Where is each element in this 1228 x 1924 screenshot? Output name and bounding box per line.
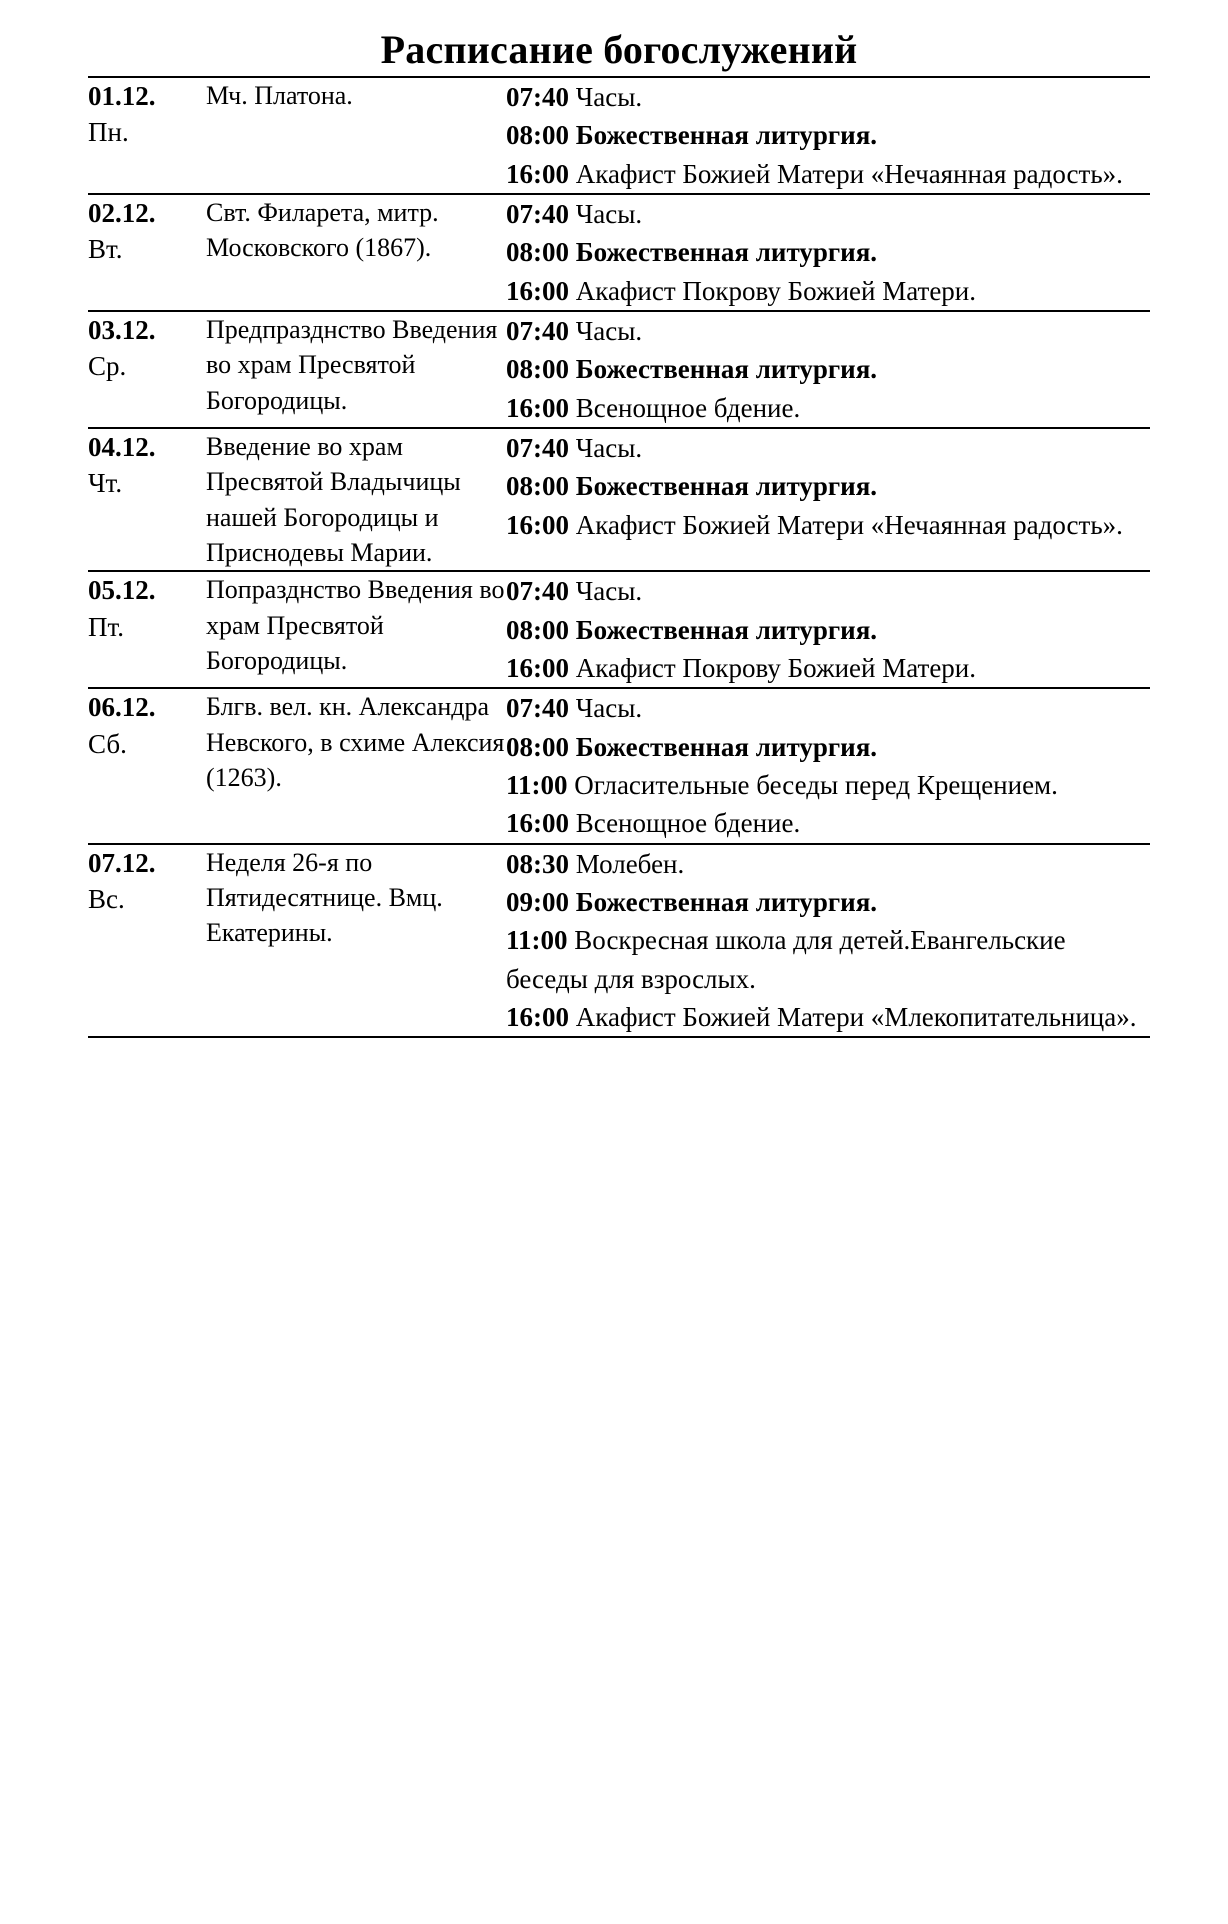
service-time: 11:00 [506, 925, 568, 956]
commemoration-cell [206, 194, 506, 311]
service-line [506, 155, 1150, 193]
service-line [506, 350, 1150, 388]
service-line [506, 845, 1150, 883]
date-cell [88, 311, 206, 428]
service-time: 08:00 [506, 237, 569, 268]
service-time: 09:00 [506, 887, 569, 918]
schedule-body [88, 77, 1150, 1037]
service-description: Часы. [575, 315, 643, 346]
service-description: Часы. [575, 693, 643, 724]
services-cell [506, 844, 1150, 1038]
table-row [88, 844, 1150, 1038]
service-schedule-table [88, 76, 1150, 1038]
services-cell [506, 194, 1150, 311]
service-description: Божественная литургия. [575, 471, 878, 502]
service-line [506, 429, 1150, 467]
service-time: 08:00 [506, 354, 569, 385]
date-cell [88, 571, 206, 688]
service-line [506, 389, 1150, 427]
service-time: 16:00 [506, 509, 569, 540]
commemoration-text: Свт. Филарета, митр. Московского (1867). [206, 197, 439, 263]
services-cell [506, 428, 1150, 571]
service-line [506, 728, 1150, 766]
commemoration-cell [206, 571, 506, 688]
service-description: Всенощное бдение. [575, 808, 801, 839]
weekday-value: Пт. [88, 611, 125, 642]
commemoration-cell [206, 311, 506, 428]
date-cell [88, 844, 206, 1038]
service-time: 07:40 [506, 432, 569, 463]
date-value: 07.12. [88, 847, 156, 878]
service-line [506, 804, 1150, 842]
commemoration-text: Предпразднство Введения во храм Пресвятой Богородицы. [206, 314, 498, 415]
service-time: 08:00 [506, 471, 569, 502]
service-line [506, 649, 1150, 687]
service-line [506, 506, 1150, 544]
service-time: 16:00 [506, 275, 569, 306]
table-row [88, 77, 1150, 194]
service-description: Божественная литургия. [575, 887, 878, 918]
weekday-value: Пн. [88, 117, 129, 148]
commemoration-cell [206, 428, 506, 571]
service-description: Акафист Божией Матери «Млекопитательница». [575, 1002, 1137, 1032]
service-line [506, 883, 1150, 921]
date-cell [88, 428, 206, 571]
service-line [506, 195, 1150, 233]
service-description: Огласительные беседы перед Крещением. [574, 770, 1058, 801]
service-line [506, 467, 1150, 505]
service-time: 07:40 [506, 315, 569, 346]
service-line [506, 116, 1150, 154]
service-description: Божественная литургия. [575, 614, 878, 645]
service-description: Воскресная школа для детей.Евангельские беседы для взрослых. [506, 925, 1066, 994]
service-description: Молебен. [575, 848, 685, 879]
service-time: 07:40 [506, 693, 569, 724]
services-cell [506, 311, 1150, 428]
service-time: 08:00 [506, 731, 569, 762]
table-row [88, 688, 1150, 843]
service-description: Божественная литургия. [575, 354, 878, 385]
date-value: 01.12. [88, 81, 156, 111]
service-line [506, 689, 1150, 727]
commemoration-text: Введение во храм Пресвятой Владычицы нашей Богородицы и Приснодевы Марии. [206, 431, 461, 568]
services-cell [506, 688, 1150, 843]
service-description: Всенощное бдение. [575, 392, 801, 423]
service-description: Часы. [575, 432, 643, 463]
date-cell [88, 77, 206, 194]
service-description: Акафист Покрову Божией Матери. [575, 275, 977, 306]
table-row [88, 571, 1150, 688]
service-time: 07:40 [506, 576, 569, 607]
date-value: 02.12. [88, 197, 156, 228]
weekday-value: Вс. [88, 883, 125, 914]
service-time: 11:00 [506, 770, 568, 801]
service-line [506, 921, 1150, 998]
date-value: 03.12. [88, 314, 156, 345]
service-description: Часы. [575, 198, 643, 229]
weekday-value: Сб. [88, 728, 127, 759]
service-line [506, 233, 1150, 271]
commemoration-text: Блгв. вел. кн. Александра Невского, в схиме Алексия (1263). [206, 692, 505, 793]
date-value: 05.12. [88, 575, 156, 606]
services-cell [506, 77, 1150, 194]
service-description: Часы. [575, 576, 643, 607]
service-line [506, 766, 1150, 804]
date-value: 06.12. [88, 692, 156, 723]
date-cell [88, 194, 206, 311]
weekday-value: Вт. [88, 234, 123, 265]
service-description: Акафист Божией Матери «Нечаянная радость». [575, 509, 1123, 540]
weekday-value: Ср. [88, 351, 127, 382]
service-line [506, 272, 1150, 310]
service-description: Божественная литургия. [575, 731, 878, 762]
service-time: 08:00 [506, 614, 569, 645]
service-time: 07:40 [506, 198, 569, 229]
service-time: 07:40 [506, 82, 569, 112]
service-time: 08:30 [506, 848, 569, 879]
commemoration-text: Мч. Платона. [206, 81, 353, 110]
commemoration-cell [206, 77, 506, 194]
service-line [506, 611, 1150, 649]
date-value: 04.12. [88, 431, 156, 462]
service-description: Божественная литургия. [575, 120, 878, 151]
service-description: Акафист Покрову Божией Матери. [575, 653, 977, 684]
service-description: Божественная литургия. [575, 237, 878, 268]
service-time: 16:00 [506, 1002, 569, 1032]
services-cell [506, 571, 1150, 688]
service-time: 16:00 [506, 653, 569, 684]
service-time: 16:00 [506, 392, 569, 423]
service-line [506, 572, 1150, 610]
service-time: 16:00 [506, 158, 569, 189]
service-description: Часы. [575, 82, 643, 112]
service-description: Акафист Божией Матери «Нечаянная радость». [575, 158, 1123, 189]
commemoration-cell [206, 844, 506, 1038]
page-title: Расписание богослужений [380, 27, 858, 72]
service-time: 16:00 [506, 808, 569, 839]
table-row [88, 311, 1150, 428]
commemoration-cell [206, 688, 506, 843]
schedule-sheet [88, 14, 1150, 1884]
table-row [88, 428, 1150, 571]
table-row [88, 194, 1150, 311]
service-line [506, 312, 1150, 350]
date-cell [88, 688, 206, 843]
service-line [506, 78, 1150, 116]
commemoration-text: Неделя 26-я по Пятидесятнице. Вмц. Екатерины. [206, 847, 443, 948]
service-line [506, 998, 1150, 1036]
commemoration-text: Попразднство Введения во храм Пресвятой Богородицы. [206, 575, 505, 676]
weekday-value: Чт. [88, 468, 123, 499]
service-time: 08:00 [506, 120, 569, 151]
